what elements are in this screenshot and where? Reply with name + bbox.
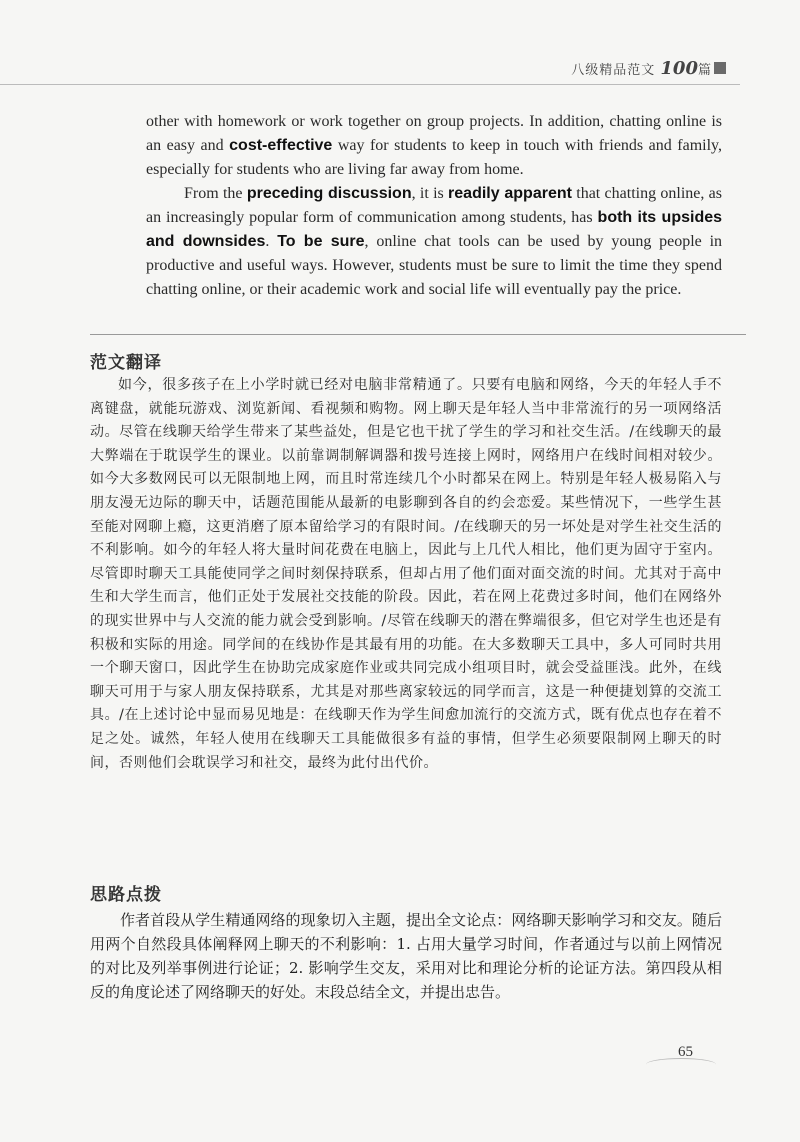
- header-title-number: 100: [660, 58, 698, 79]
- text-run: that chatting online, as an increasingly popular form of communication among students, has: [146, 185, 722, 226]
- running-header: [571, 58, 712, 79]
- bold-phrase: both its upsides and downsides: [146, 209, 723, 250]
- english-essay-continuation: [146, 110, 722, 302]
- text-run: .: [265, 233, 278, 250]
- header-square-mark: [714, 62, 726, 74]
- bold-phrase: readily apparent: [448, 185, 572, 202]
- bold-phrase: cost-effective: [229, 137, 333, 154]
- analysis-heading: 思路点拨: [90, 885, 162, 905]
- header-rule: [0, 84, 740, 85]
- header-title-prefix: 八级精品范文: [571, 63, 656, 78]
- page-number: 65: [678, 1044, 693, 1060]
- english-paragraph-2: [146, 182, 722, 302]
- translation-section: [90, 374, 722, 775]
- bold-phrase: To be sure: [277, 233, 365, 250]
- bold-phrase: preceding discussion: [246, 185, 412, 202]
- header-title-suffix: 篇: [697, 63, 712, 78]
- text-run: , it is: [411, 185, 449, 202]
- english-paragraph-1: [146, 110, 722, 182]
- text-run: From the: [184, 185, 247, 202]
- section-divider: [90, 334, 746, 335]
- text-run: way for students to keep in touch with friends and family, especially for students who are living far away from home.: [146, 137, 722, 178]
- translation-heading: 范文翻译: [90, 353, 162, 373]
- analysis-body: 作者首段从学生精通网络的现象切入主题，提出全文论点：网络聊天影响学习和交友。随后用两个自然段具体阐释网上聊天的不利影响：1. 占用大量学习时间，作者通过与以前上网情况的对比及列举事例进行论证；2. 影响学生交友，采用对比和理论分析的论证方法。第四段从相反的角度论述了网络聊天的好处。末段总结全文，并提出忠告。: [90, 911, 722, 1001]
- text-run: other with homework or work together on group projects. In addition, chatting online is an easy and: [146, 113, 722, 154]
- translation-body: 如今，很多孩子在上小学时就已经对电脑非常精通了。只要有电脑和网络，今天的年轻人手不离键盘，就能玩游戏、浏览新闻、看视频和购物。网上聊天是年轻人当中非常流行的另一项网络活动。尽管在线聊天给学生带来了某些益处，但是它也干扰了学生的学习和社交生活。/在线聊天的最大弊端在于耽误学生的课业。以前靠调制解调器和拨号连接上网时，网络用户在线时间相对较少。如今大多数网民可以无限制地上网，而且时常连续几个小时都呆在网上。特别是年轻人极易陷入与朋友漫无边际的聊天中，话题范围能从最新的电影聊到各自的约会恋爱。某些情况下，一些学生甚至能对网聊上瘾，这更消磨了原本留给学习的有限时间。/在线聊天的另一坏处是对学生社交生活的不利影响。如今的年轻人将大量时间花费在电脑上，因此与上几代人相比，他们更为固守于室内。尽管即时聊天工具能使同学之间时刻保持联系，但却占用了他们面对面交流的时间。尤其对于高中生和大学生而言，他们正处于发展社交技能的阶段。因此，若在网上花费过多时间，他们在网络外的现实世界中与人交流的能力就会受到影响。/尽管在线聊天的潜在弊端很多，但它对学生也还是有积极和实际的用途。同学间的在线协作是其最有用的功能。在大多数聊天工具中，多人可同时共用一个聊天窗口，因此学生在协助完成家庭作业或共同完成小组项目时，就会受益匪浅。此外，在线聊天可用于与家人朋友保持联系，尤其是对那些离家较远的同学而言，这是一种便捷划算的交流工具。/在上述讨论中显而易见地是：在线聊天作为学生间愈加流行的交流方式，既有优点也存在着不足之处。诚然，年轻人使用在线聊天工具能做很多有益的事情，但学生必须要限制网上聊天的时间，否则他们会耽误学习和社交，最终为此付出代价。: [90, 377, 722, 771]
- text-run: , online chat tools can be used by young people in productive and useful ways. However, students must be sure to limit the time they spend chatting online, or their academic work and social life will eventually pay the price.: [146, 233, 723, 298]
- analysis-section: [90, 908, 722, 1004]
- footer-ornament: [646, 1058, 716, 1071]
